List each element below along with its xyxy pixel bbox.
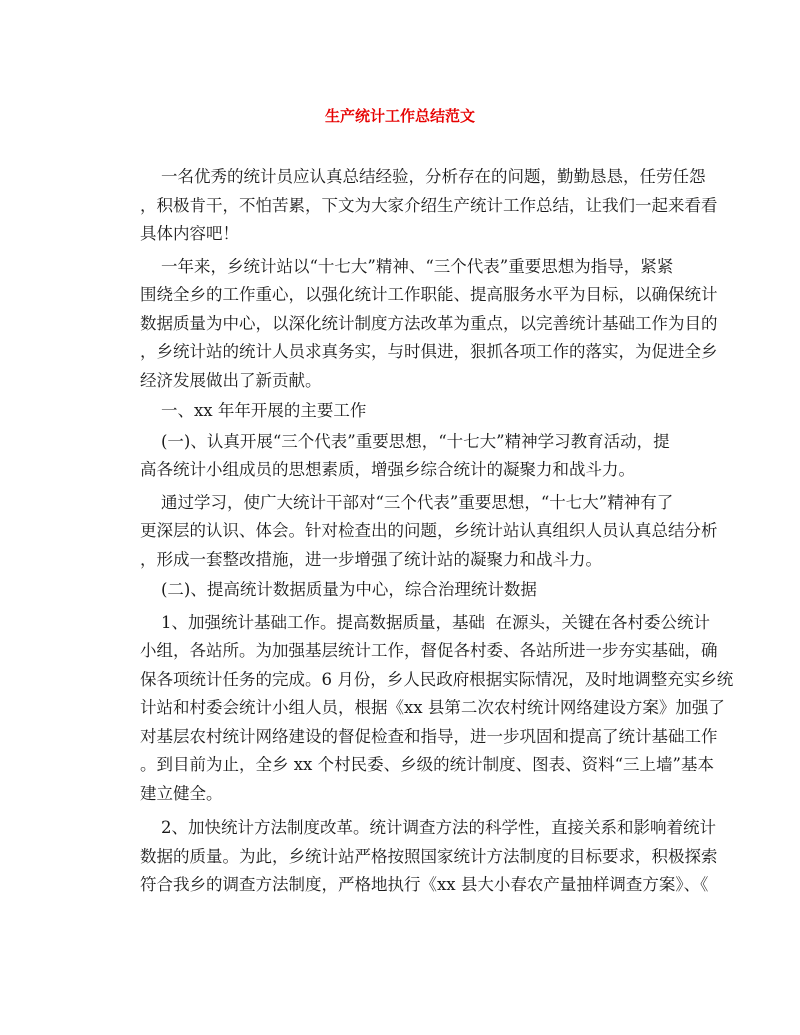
document-title: 生产统计工作总结范文 bbox=[324, 107, 475, 125]
paragraph-line: ，形成一套整改措施，进一步增强了统计站的凝聚力和战斗力。 bbox=[140, 549, 602, 569]
paragraph bbox=[140, 253, 718, 396]
paragraph-line: 1、加强统计基础工作。提高数据质量，基础 在源头，关键在各村委公统计 bbox=[140, 612, 710, 632]
paragraph-line: (二)、提高统计数据质量为中心，综合治理统计数据 bbox=[140, 580, 537, 599]
paragraph-line: 符合我乡的调查方法制度，严格地执行《xx 县大小春农产量抽样调查方案》、《 bbox=[140, 875, 709, 894]
paragraph-line: ，积极肯干，不怕苦累，下文为大家介绍生产统计工作总结，让我们一起来看看 bbox=[140, 195, 718, 215]
document-body bbox=[140, 163, 734, 900]
paragraph-line: 计站和村委会统计小组人员，根据《xx 县第二次农村统计网络建设方案》加强了 bbox=[140, 698, 725, 717]
paragraph-line: 具体内容吧！ bbox=[140, 224, 239, 243]
paragraph-line: 经济发展做出了新贡献。 bbox=[140, 370, 322, 390]
paragraph-line: 。到目前为止，全乡 xx 个村民委、乡级的统计制度、图表、资料“三上墙”基本 bbox=[140, 755, 714, 774]
paragraph-line: 围绕全乡的工作重心，以强化统计工作职能、提高服务水平为目标，以确保统计 bbox=[140, 285, 718, 304]
paragraph-line: ，乡统计站的统计人员求真务实，与时俱进，狠抓各项工作的落实，为促进全乡 bbox=[140, 342, 718, 361]
paragraph-line: 一、xx 年年开展的主要工作 bbox=[140, 401, 367, 420]
paragraph bbox=[140, 163, 718, 249]
paragraph bbox=[140, 814, 718, 900]
paragraph bbox=[140, 576, 660, 605]
paragraph bbox=[140, 397, 660, 426]
paragraph-line: 一年来，乡统计站以“十七大”精神、“三个代表”重要思想为指导，紧紧 bbox=[140, 256, 674, 276]
paragraph bbox=[140, 489, 718, 575]
paragraph-line: 更深层的认识、体会。针对检查出的问题，乡统计站认真组织人员认真总结分析 bbox=[140, 521, 718, 540]
paragraph-line: 保各项统计任务的完成。6 月份，乡人民政府根据实际情况，及时地调整充实乡统 bbox=[140, 669, 734, 689]
paragraph-line: 小组，各站所。为加强基层统计工作，督促各村委、各站所进一步夯实基础，确 bbox=[140, 641, 718, 660]
paragraph bbox=[140, 609, 734, 809]
paragraph-line: 2、加快统计方法制度改革。统计调查方法的科学性，直接关系和影响着统计 bbox=[140, 818, 716, 837]
paragraph-line: 数据的质量。为此，乡统计站严格按照国家统计方法制度的目标要求，积极探索 bbox=[140, 846, 718, 866]
paragraph-line: 数据质量为中心，以深化统计制度方法改革为重点，以完善统计基础工作为目的 bbox=[140, 313, 718, 333]
paragraph-line: 高各统计小组成员的思想素质，增强乡综合统计的凝聚力和战斗力。 bbox=[140, 460, 635, 479]
paragraph-line: 对基层农村统计网络建设的督促检查和指导，进一步巩固和提高了统计基础工作 bbox=[140, 726, 718, 746]
paragraph-line: (一)、认真开展“三个代表”重要思想，“十七大”精神学习教育活动，提 bbox=[140, 431, 670, 451]
paragraph-line: 建立健全。 bbox=[140, 783, 223, 803]
paragraph-line: 通过学习，使广大统计干部对“三个代表”重要思想，“十七大”精神有了 bbox=[140, 492, 674, 512]
paragraph-line: 一名优秀的统计员应认真总结经验，分析存在的问题，勤勤恳恳，任劳任怨 bbox=[140, 167, 706, 186]
paragraph bbox=[140, 428, 670, 485]
